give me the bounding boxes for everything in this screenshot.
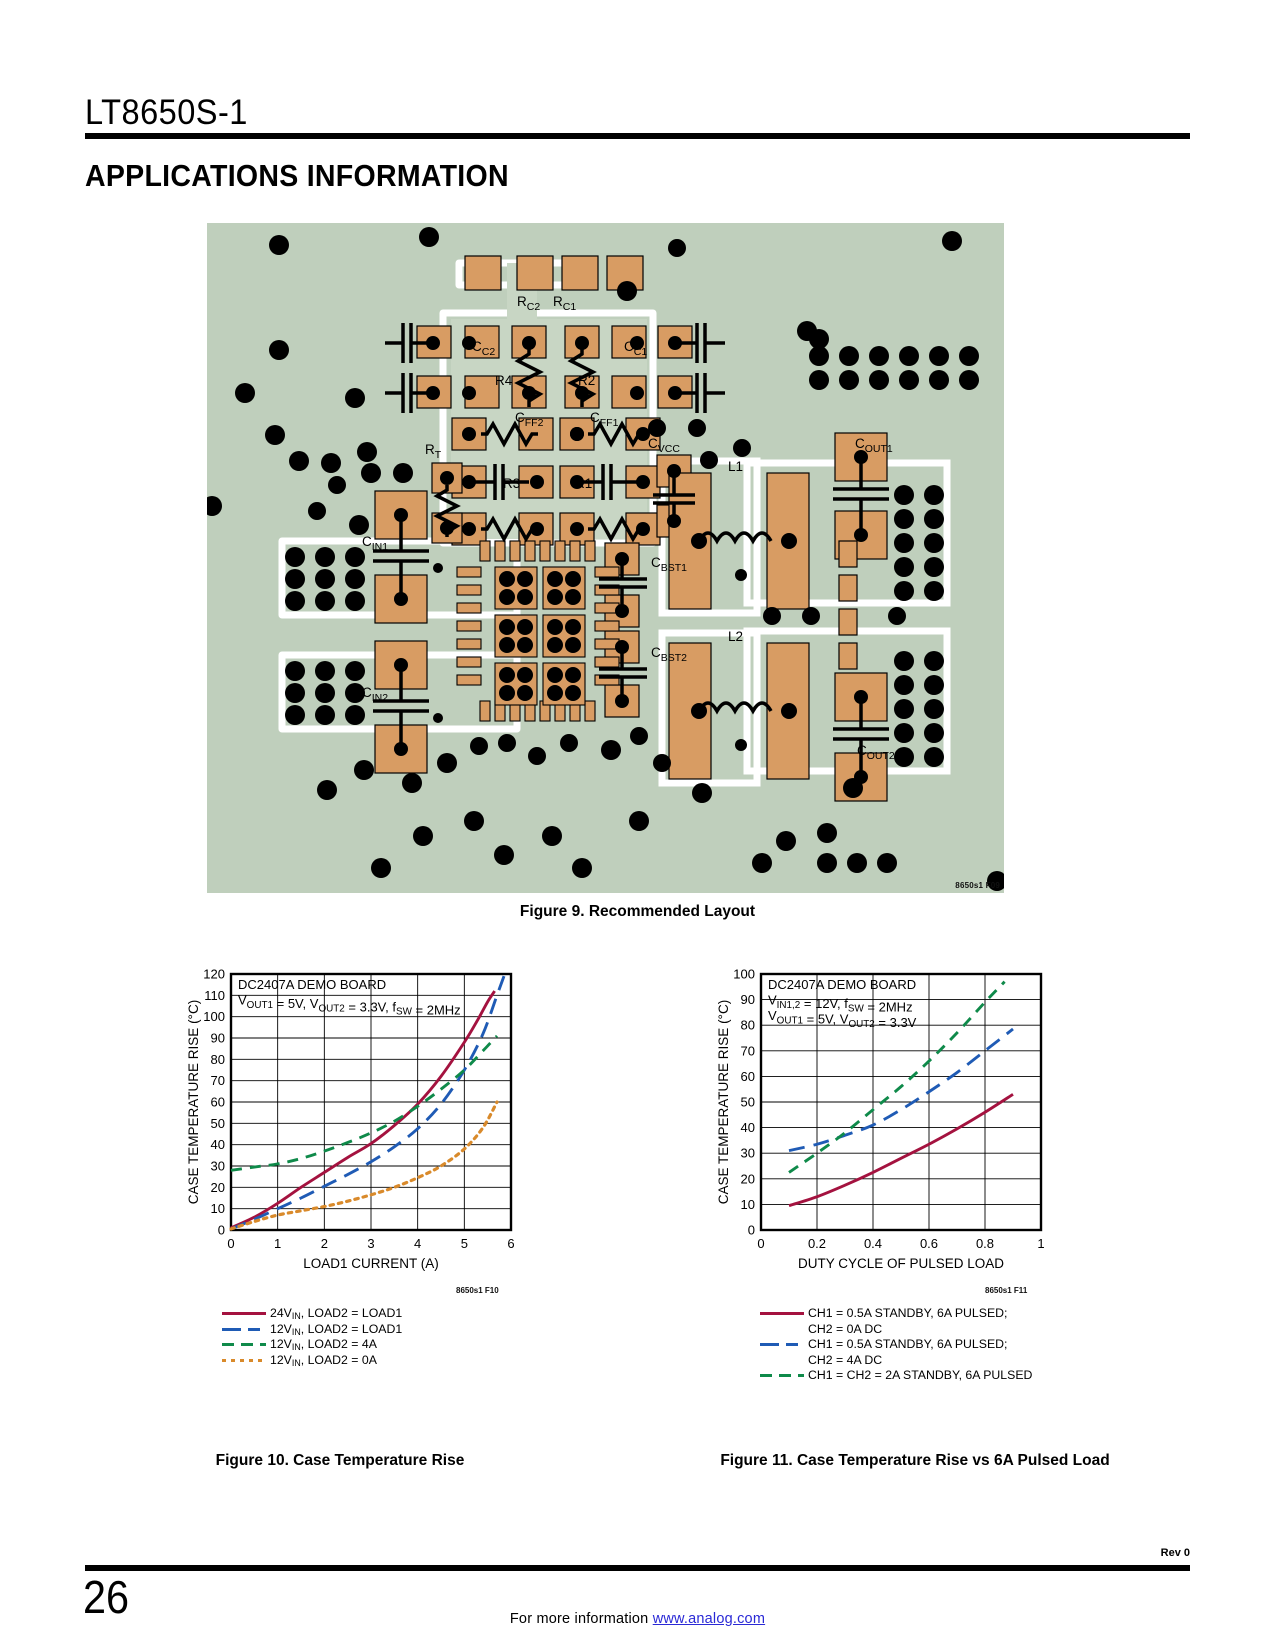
pcb-label-rc1: $R_{C1}$ bbox=[553, 294, 577, 313]
svg-text:0.8: 0.8 bbox=[975, 1236, 995, 1251]
series-line-0 bbox=[231, 991, 495, 1228]
svg-text:10: 10 bbox=[740, 1196, 755, 1212]
svg-text:120: 120 bbox=[203, 966, 225, 982]
legend-swatch-icon bbox=[222, 1337, 266, 1351]
svg-text:VIN1,2 = 12V, fSW = 2MHz: $V_{IN1,2} = 12V$, $f_{SW} = 2MHz$ bbox=[768, 992, 913, 1015]
legend-label: $12V_{IN}$, LOAD2 = 0A bbox=[270, 1352, 377, 1368]
legend-label: $12V_{IN}$, LOAD2 = LOAD1 bbox=[270, 1321, 403, 1337]
pcb-label-cin1: $C_{IN1}$ bbox=[362, 534, 389, 553]
legend-item bbox=[222, 1353, 402, 1369]
svg-text:60: 60 bbox=[210, 1094, 225, 1110]
figure11-legend bbox=[760, 1306, 1032, 1384]
pcb-artwork bbox=[207, 223, 1004, 893]
legend-label: CH1 = 0.5A STANDBY, 6A PULSED; bbox=[808, 1337, 1008, 1351]
figure10-caption: Figure 10. Case Temperature Rise bbox=[215, 1452, 465, 1469]
x-axis-ticks bbox=[227, 1236, 514, 1251]
svg-text:110: 110 bbox=[204, 987, 225, 1003]
pcb-label-cbst1: $C_{BST1}$ bbox=[651, 555, 688, 574]
legend-swatch-icon bbox=[760, 1368, 804, 1382]
svg-text:1: 1 bbox=[274, 1236, 282, 1251]
pcb-label-r2: R2 bbox=[578, 373, 596, 388]
legend-item bbox=[222, 1337, 402, 1353]
figure11-doc-code: 8650s1 F11 bbox=[985, 1286, 1028, 1295]
pcb-label-cvcc: $C_{VCC}$ bbox=[648, 436, 680, 455]
svg-text:90: 90 bbox=[740, 992, 755, 1008]
svg-text:100: 100 bbox=[203, 1009, 225, 1025]
figure10-legend bbox=[222, 1306, 402, 1368]
pcb-label-l1: L1 bbox=[728, 459, 744, 474]
svg-text:6: 6 bbox=[507, 1236, 515, 1251]
legend-item-continued bbox=[760, 1353, 1032, 1369]
svg-text:VOUT1 = 5V, VOUT2 = 3.3V, fSW: $V_{OUT1} = 5V$, $V_{OUT2} = 3.3V$, $f_{SW} = 2MHz$ bbox=[238, 992, 461, 1018]
svg-text:0: 0 bbox=[747, 1222, 755, 1238]
legend-label: CH1 = 0.5A STANDBY, 6A PULSED; bbox=[808, 1306, 1008, 1320]
chart-annotations bbox=[238, 977, 461, 1018]
svg-text:0: 0 bbox=[217, 1222, 225, 1238]
pcb-label-cff1: $C_{FF1}$ bbox=[590, 410, 619, 429]
svg-text:80: 80 bbox=[210, 1051, 225, 1067]
svg-text:4: 4 bbox=[414, 1236, 422, 1251]
pcb-label-cin2: $C_{IN2}$ bbox=[362, 685, 389, 704]
page-number: 26 bbox=[83, 1571, 130, 1623]
pcb-layout-figure bbox=[207, 223, 1004, 893]
svg-text:30: 30 bbox=[210, 1158, 225, 1174]
svg-text:60: 60 bbox=[740, 1068, 755, 1084]
figure11-chart bbox=[715, 966, 1045, 1276]
footer-info-prefix: For more information bbox=[509, 1611, 653, 1627]
legend-swatch-icon bbox=[760, 1306, 804, 1320]
legend-swatch-icon bbox=[222, 1306, 266, 1320]
svg-text:0.6: 0.6 bbox=[919, 1236, 939, 1251]
pcb-label-cout1: $C_{OUT1}$ bbox=[855, 436, 893, 455]
svg-text:40: 40 bbox=[210, 1137, 225, 1153]
svg-text:2: 2 bbox=[320, 1236, 328, 1251]
y-axis-label: CASE TEMPERATURE RISE (°C) bbox=[186, 999, 201, 1205]
pcb-label-r1: R1 bbox=[575, 476, 593, 491]
page-title: LT8650S-1 bbox=[85, 93, 248, 132]
footer-info bbox=[0, 1611, 1275, 1627]
svg-text:70: 70 bbox=[740, 1043, 755, 1059]
svg-text:0: 0 bbox=[757, 1236, 765, 1251]
svg-text:70: 70 bbox=[210, 1073, 225, 1089]
svg-text:20: 20 bbox=[740, 1171, 755, 1187]
y-axis-label: CASE TEMPERATURE RISE (°C) bbox=[716, 999, 731, 1205]
chart-annotations bbox=[768, 977, 917, 1030]
legend-item bbox=[760, 1306, 1032, 1322]
header-rule bbox=[85, 133, 1190, 139]
svg-text:DC2407A DEMO BOARD: DC2407A DEMO BOARD bbox=[238, 977, 387, 992]
legend-swatch-icon bbox=[760, 1337, 804, 1351]
svg-text:VOUT1 = 5V, VOUT2 = 3.3V: $V_{OUT1} = 5V$, $V_{OUT2} = 3.3V$ bbox=[768, 1008, 917, 1030]
legend-item bbox=[760, 1337, 1032, 1353]
figure10-chart bbox=[185, 966, 515, 1276]
legend-item bbox=[222, 1306, 402, 1322]
series-line-1 bbox=[789, 1029, 1013, 1151]
legend-label-continued: CH2 = 0A DC bbox=[808, 1321, 883, 1336]
legend-label: CH1 = CH2 = 2A STANDBY, 6A PULSED bbox=[808, 1368, 1033, 1382]
footer-rule bbox=[85, 1565, 1190, 1571]
pcb-label-cbst2: $C_{BST2}$ bbox=[651, 645, 688, 664]
svg-text:100: 100 bbox=[733, 966, 755, 982]
section-heading: APPLICATIONS INFORMATION bbox=[85, 158, 509, 193]
svg-text:3: 3 bbox=[367, 1236, 375, 1251]
svg-text:90: 90 bbox=[210, 1030, 225, 1046]
legend-item-continued bbox=[760, 1322, 1032, 1338]
svg-text:0.2: 0.2 bbox=[807, 1236, 827, 1251]
svg-text:50: 50 bbox=[210, 1115, 225, 1131]
pcb-label-cout2: $C_{OUT2}$ bbox=[857, 743, 895, 762]
legend-item bbox=[760, 1368, 1032, 1384]
svg-text:0.4: 0.4 bbox=[863, 1236, 883, 1251]
svg-text:50: 50 bbox=[740, 1094, 755, 1110]
pcb-label-cc2: $C_{C2}$ bbox=[472, 339, 496, 358]
svg-text:1: 1 bbox=[1037, 1236, 1045, 1251]
pcb-label-cc1: $C_{C1}$ bbox=[624, 339, 648, 358]
svg-text:80: 80 bbox=[740, 1017, 755, 1033]
svg-text:30: 30 bbox=[740, 1145, 755, 1161]
revision-label: Rev 0 bbox=[1160, 1547, 1190, 1559]
svg-text:DC2407A DEMO BOARD: DC2407A DEMO BOARD bbox=[768, 977, 917, 992]
legend-swatch-icon bbox=[222, 1322, 266, 1336]
pcb-label-r3: R3 bbox=[503, 476, 521, 491]
y-axis-ticks bbox=[203, 967, 225, 1238]
figure9-caption: Figure 9. Recommended Layout bbox=[519, 903, 756, 920]
svg-text:5: 5 bbox=[460, 1236, 468, 1251]
x-axis-label: LOAD1 CURRENT (A) bbox=[303, 1256, 439, 1271]
analog-website-link[interactable]: www.analog.com bbox=[652, 1611, 766, 1627]
pcb-label-cff2: $C_{FF2}$ bbox=[515, 410, 544, 429]
legend-label: $12V_{IN}$, LOAD2 = 4A bbox=[270, 1337, 377, 1352]
legend-label: $24V_{IN}$, LOAD2 = LOAD1 bbox=[270, 1306, 403, 1321]
legend-swatch-icon bbox=[222, 1353, 266, 1367]
x-axis-label: DUTY CYCLE OF PULSED LOAD bbox=[797, 1256, 1005, 1271]
pcb-label-rt: $R_T$ bbox=[425, 442, 442, 461]
figure10-doc-code: 8650s1 F10 bbox=[456, 1286, 499, 1295]
pcb-label-r4: R4 bbox=[495, 373, 513, 388]
svg-text:0: 0 bbox=[227, 1236, 235, 1251]
figure9-doc-code: 8650s1 F09 bbox=[955, 881, 1000, 890]
figure11-caption: Figure 11. Case Temperature Rise vs 6A Pulsed Load bbox=[720, 1452, 1110, 1469]
svg-text:40: 40 bbox=[740, 1120, 755, 1136]
y-axis-ticks bbox=[733, 967, 755, 1238]
x-axis-ticks bbox=[757, 1236, 1044, 1251]
pcb-label-rc2: $R_{C2}$ bbox=[517, 294, 541, 313]
legend-label-continued: CH2 = 4A DC bbox=[808, 1352, 883, 1367]
svg-text:10: 10 bbox=[210, 1201, 225, 1217]
pcb-label-l2: L2 bbox=[728, 629, 744, 644]
svg-text:20: 20 bbox=[210, 1179, 225, 1195]
series-line-2 bbox=[231, 1036, 497, 1170]
legend-item bbox=[222, 1322, 402, 1338]
